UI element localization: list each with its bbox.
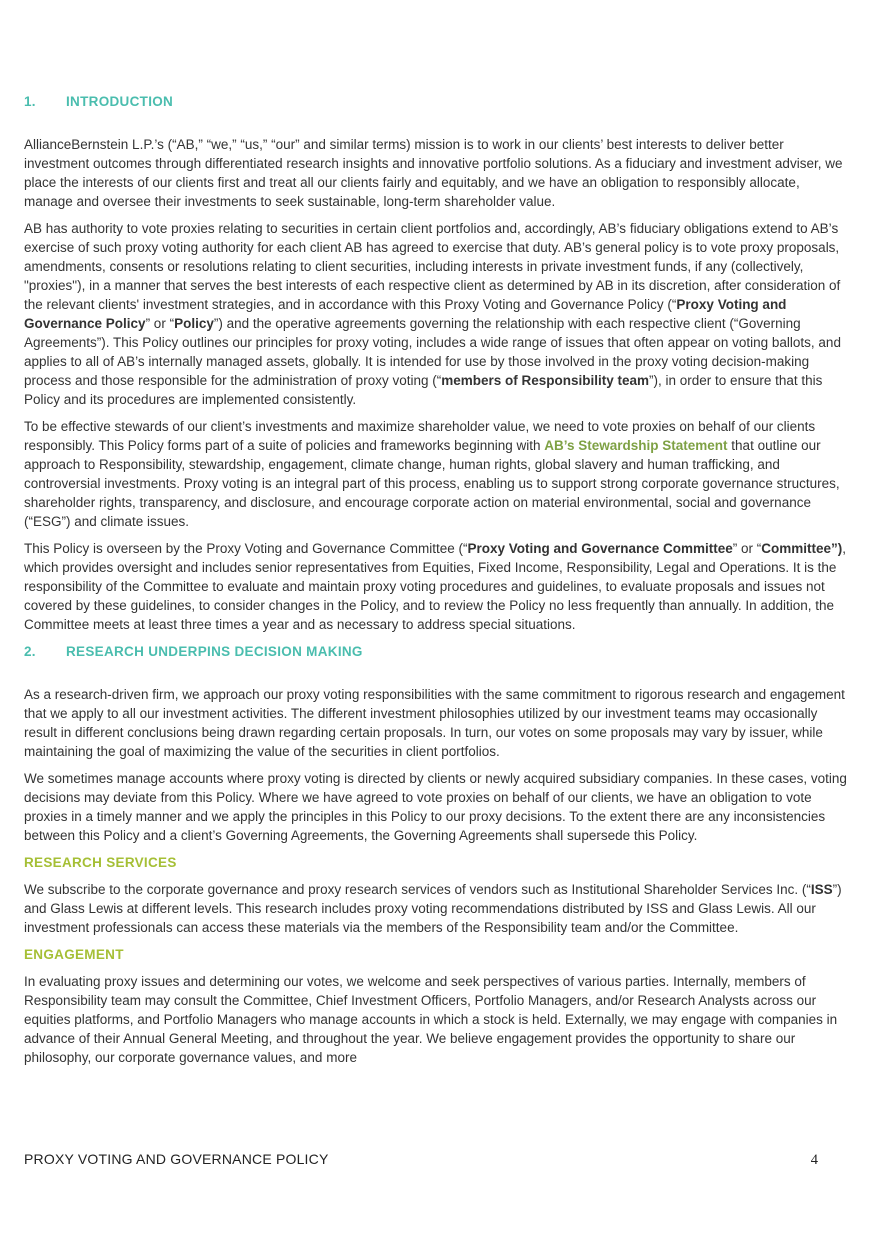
- paragraph-6: [24, 769, 848, 845]
- text-run: This Policy is overseen by the Proxy Voting and Governance Committee (“: [24, 541, 468, 556]
- paragraph-7: [24, 880, 848, 937]
- text-run: ” or “: [732, 541, 762, 556]
- text-run: , which provides oversight and includes senior representatives from Equities, Fixed Income, Responsibility, Legal and Operations. It is the responsibility of the Committee to evaluate and maintain proxy voting procedures and guidelines, to evaluate proposals and issues not covered by these guidelines, to consider changes in the Policy, and to review the Policy no less frequently than annually. In addition, the Committee meets at least three times a year and as necessary to address special situations.: [24, 541, 847, 632]
- document-body: [24, 92, 848, 1067]
- paragraph-3: [24, 417, 848, 531]
- bold-term: Proxy Voting and Governance Policy: [24, 297, 787, 331]
- bold-term: Committee”): [761, 541, 843, 556]
- section-title: INTRODUCTION: [66, 94, 174, 109]
- text-run: that outline our approach to Responsibility, stewardship, engagement, climate change, human rights, global slavery and human trafficking, and controversial investments. Proxy voting is an integral part of this process, enabling us to support strong corporate governance structures, shareholder rights, transparency, and disclosure, and encourage corporate action on material environmental, social and governance (“ESG”) and climate issues.: [24, 438, 840, 529]
- paragraph-5: [24, 685, 848, 761]
- footer-title: PROXY VOTING AND GOVERNANCE POLICY: [24, 1151, 329, 1167]
- bold-term: members of Responsibility team: [441, 373, 650, 388]
- text-run: We subscribe to the corporate governance and proxy research services of vendors such as Institutional Shareholder Services Inc. (“: [24, 882, 811, 897]
- text-run: As a research-driven firm, we approach our proxy voting responsibilities with the same commitment to rigorous research and engagement that we apply to all our investment activities. The different investment philosophies utilized by our investment teams may occasionally result in different conclusions being drawn regarding certain proposals. In turn, our votes on some proposals may vary by issuer, while maintaining the goal of maximizing the value of the securities in client portfolios.: [24, 687, 845, 759]
- bold-term: Policy: [174, 316, 214, 331]
- text-run: To be effective stewards of our client’s investments and maximize shareholder value, we need to vote proxies on behalf of our clients responsibly. This Policy forms part of a suite of policies and frameworks beginning with: [24, 419, 816, 453]
- section-heading-introduction: [24, 92, 848, 111]
- text-run: AB has authority to vote proxies relating to securities in certain client portfolios and, accordingly, AB’s fiduciary obligations extend to AB’s exercise of such proxy voting authority for each client AB has agreed to exercise that duty. AB’s general policy is to vote proxy proposals, amendments, consents or resolutions relating to client securities, including interests in private investment funds, if any (collectively, "proxies"), in a manner that serves the best interests of each respective client as determined by AB in its discretion, after consideration of the relevant clients' investment strategies, and in accordance with this Proxy Voting and Governance Policy (“: [24, 221, 841, 312]
- section-heading-research-underpins-decision-making: [24, 642, 848, 661]
- bold-term: ISS: [810, 882, 833, 897]
- text-run: We sometimes manage accounts where proxy voting is directed by clients or newly acquired subsidiary companies. In these cases, voting decisions may deviate from this Policy. Where we have agreed to vote proxies on behalf of our clients, we have an obligation to vote proxies in a timely manner and we apply the principles in this Policy to our proxy decisions. To the extent there are any inconsistencies between this Policy and a client’s Governing Agreements, the Governing Agreements shall supersede this Policy.: [24, 771, 847, 843]
- text-run: ”) and the operative agreements governing the relationship with each respective client (“Governing Agreements”). This Policy outlines our principles for proxy voting, includes a wide range of issues that often appear on voting ballots, and applies to all of AB’s internally managed assets, globally. It is intended for use by those involved in the proxy voting decision-making process and those responsible for the administration of proxy voting (“: [24, 316, 841, 388]
- page-footer: [24, 1150, 818, 1170]
- text-run: ”), in order to ensure that this Policy and its procedures are implemented consistently.: [24, 373, 823, 407]
- bold-term: Proxy Voting and Governance Committee: [467, 541, 733, 556]
- stewardship-statement-link[interactable]: AB’s Stewardship Statement: [544, 438, 728, 453]
- section-number: 2.: [24, 644, 36, 659]
- page-number: 4: [810, 1152, 818, 1168]
- text-run: AllianceBernstein L.P.’s (“AB,” “we,” “us,” “our” and similar terms) mission is to work in our clients’ best interests to deliver better investment outcomes through differentiated research insights and innovative portfolio solutions. As a fiduciary and investment adviser, we place the interests of our clients first and treat all our clients fairly and equitably, and we have an obligation to responsibly allocate, manage and oversee their investments to seek sustainable, long-term shareholder value.: [24, 137, 843, 209]
- paragraph-4: [24, 539, 848, 634]
- text-run: ”) and Glass Lewis at different levels. This research includes proxy voting recommendations distributed by ISS and Glass Lewis. All our investment professionals can access these materials via the members of the Responsibility team and/or the Committee.: [24, 882, 842, 935]
- text-run: ” or “: [145, 316, 175, 331]
- text-run: In evaluating proxy issues and determining our votes, we welcome and seek perspectives of various parties. Internally, members of Responsibility team may consult the Committee, Chief Investment Officers, Portfolio Managers, and/or Research Analysts across our equities platforms, and Portfolio Managers who manage accounts in which a stock is held. Externally, we may engage with companies in advance of their Annual General Meeting, and throughout the year. We believe engagement provides the opportunity to share our philosophy, our corporate governance values, and more: [24, 974, 838, 1065]
- section-title: RESEARCH UNDERPINS DECISION MAKING: [66, 644, 363, 659]
- paragraph-8: [24, 972, 848, 1067]
- sub-heading-engagement: ENGAGEMENT: [24, 947, 124, 962]
- section-number: 1.: [24, 94, 36, 109]
- paragraph-1: [24, 135, 848, 211]
- paragraph-2: [24, 219, 848, 409]
- sub-heading-research-services: RESEARCH SERVICES: [24, 855, 177, 870]
